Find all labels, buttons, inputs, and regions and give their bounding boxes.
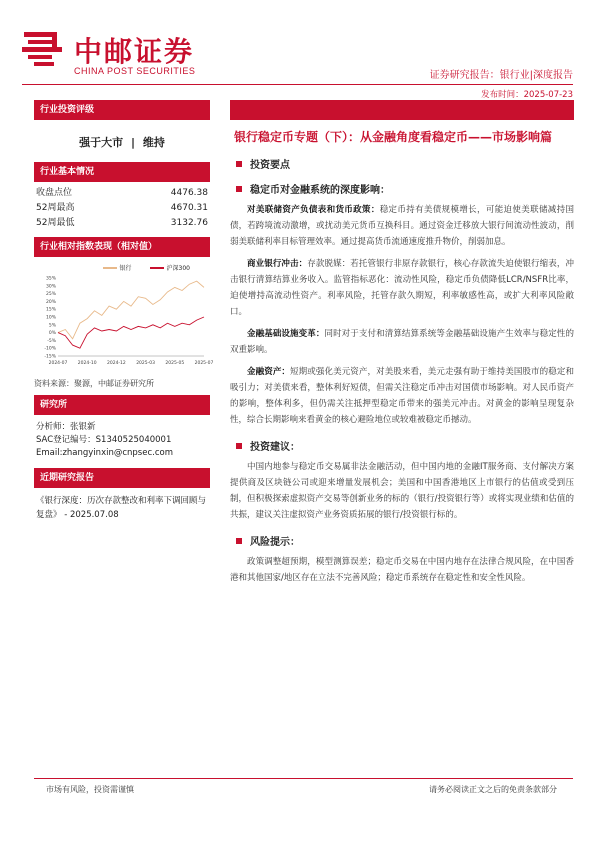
y-tick-label: 0% xyxy=(48,331,56,337)
basics-row xyxy=(34,186,210,201)
x-tick-label: 2025-05 xyxy=(165,361,185,366)
basics-header: 行业基本情况 xyxy=(34,162,210,182)
y-tick-label: 10% xyxy=(45,315,56,321)
y-tick-label: -5% xyxy=(47,338,56,344)
y-tick-label: 25% xyxy=(45,292,56,298)
performance-header: 行业相对指数表现（相对值） xyxy=(34,237,210,257)
legend-item xyxy=(150,263,190,272)
y-tick-label: 5% xyxy=(48,323,56,329)
bullet-icon xyxy=(236,186,242,192)
section-heading xyxy=(230,181,574,196)
legend-label: 银行 xyxy=(119,265,132,272)
paragraph-text: 存款脱媒：若托管银行非原存款银行，核心存款流失迫使银行缩表，冲击银行清算结算业务收入。监管指标恶化：流动性风险，稳定币负债降低LCR/NSFR比率，迫使增持高流动性资产。利率风险，托管存款久期短，利率敏感性高，或扩大利率风险敞口。 xyxy=(230,259,574,317)
title-bar xyxy=(230,100,574,120)
section-heading xyxy=(230,438,574,453)
y-tick-label: 15% xyxy=(45,307,56,313)
basics-row xyxy=(34,201,210,216)
paragraph-lead: 对美联储资产负债表和货币政策： xyxy=(247,205,380,215)
bullet-icon xyxy=(236,538,242,544)
china-post-logo-icon xyxy=(22,28,66,68)
basics-value: 4476.38 xyxy=(170,188,208,198)
rating-separator: | xyxy=(130,136,136,149)
brand-name-en: CHINA POST SECURITIES xyxy=(74,66,196,76)
paragraph-lead: 金融资产： xyxy=(247,367,291,377)
analyst-name: 分析师：张银新 xyxy=(36,422,96,432)
y-tick-label: -10% xyxy=(44,346,56,352)
x-tick-label: 2025-07 xyxy=(194,361,214,366)
x-tick-label: 2025-03 xyxy=(136,361,156,366)
basics-label: 52周最低 xyxy=(36,218,75,228)
main-content xyxy=(230,100,574,586)
series-line xyxy=(58,317,204,348)
section-heading-text: 投资要点 xyxy=(250,160,290,171)
footer-divider xyxy=(34,778,573,779)
rating-action: 维持 xyxy=(142,136,165,149)
paragraph xyxy=(230,202,574,250)
series-line xyxy=(58,281,204,339)
chart-legend xyxy=(34,263,210,272)
paragraph-lead: 商业银行冲击： xyxy=(247,259,308,269)
paragraph-text: 稳定币持有美债规模增长，可能迫使美联储减持国债，若跨境流动激增，或扰动美元货币互换科目。通过资金迁移放大银行间流动性波动，削弱美联储利率目标管理效率。通过提高货币流通速度推升物价，削弱加息。 xyxy=(230,205,574,247)
section-heading-text: 投资建议： xyxy=(250,442,300,453)
legend-item xyxy=(103,263,132,272)
basics-table xyxy=(34,186,210,231)
legend-swatch xyxy=(150,267,164,269)
report-type: 证券研究报告：银行业|深度报告 xyxy=(429,70,573,81)
analyst-email[interactable]: Email:zhangyinxin@cnpsec.com xyxy=(36,448,173,458)
x-tick-label: 2024-12 xyxy=(106,361,126,366)
rating-value: 强于大市 xyxy=(79,136,124,149)
header-divider xyxy=(22,84,573,85)
paragraph xyxy=(230,256,574,320)
legend-swatch xyxy=(103,267,117,269)
paragraph-text: 短期或强化美元资产，对美股来看，美元走强有助于维持美国股市的稳定和吸引力；对美债来看，整体利好短债，但需关注稳定币冲击对国债市场影响。对人民币资产的影响，整体利多，但仍需关注抵押型稳定币带来的强美元冲击。对黄金的影响呈现复杂性，综合长期影响来看黄金的核心避险地位或较难被稳定币撼动。 xyxy=(230,367,574,425)
paragraph xyxy=(230,326,574,358)
research-header: 研究所 xyxy=(34,395,210,415)
analyst-info xyxy=(34,421,210,460)
basics-value: 4670.31 xyxy=(170,203,208,213)
brand-name-cn: 中邮证券 xyxy=(74,35,195,68)
basics-label: 52周最高 xyxy=(36,203,75,213)
rating-header: 行业投资评级 xyxy=(34,100,210,120)
report-title: 银行稳定币专题（下）：从金融角度看稳定币——市场影响篇 xyxy=(234,130,553,144)
section-heading-text: 稳定币对金融系统的深度影响： xyxy=(250,185,390,196)
performance-chart xyxy=(34,274,214,370)
y-tick-label: -15% xyxy=(44,354,56,360)
x-tick-label: 2024-10 xyxy=(77,361,97,366)
paragraph: 政策调整超预期，模型测算误差；稳定币交易在中国内地存在法律合规风险，在中国香港和其他国家/地区存在立法不完善风险；稳定币系统存在稳定性和安全性风险。 xyxy=(230,557,574,583)
y-tick-label: 35% xyxy=(45,276,56,282)
section-heading-text: 风险提示： xyxy=(250,537,300,548)
y-tick-label: 20% xyxy=(45,299,56,305)
basics-label: 收盘点位 xyxy=(36,188,73,198)
bullet-icon xyxy=(236,443,242,449)
y-tick-label: 30% xyxy=(45,284,56,290)
legend-label: 沪深300 xyxy=(166,265,190,272)
recent-report[interactable]: 《银行深度：历次存款整改和利率下调回顾与复盘》 - 2025.07.08 xyxy=(36,496,207,520)
sac-number: SAC登记编号：S1340525040001 xyxy=(36,435,172,445)
basics-row xyxy=(34,216,210,231)
publish-date: 发布时间：2025-07-23 xyxy=(481,90,573,100)
bullet-icon xyxy=(236,161,242,167)
footer-disclaimer: 请务必阅读正文之后的免责条款部分 xyxy=(429,785,557,794)
sidebar xyxy=(34,100,214,522)
footer-risk-note: 市场有风险，投资需谨慎 xyxy=(46,785,134,794)
basics-value: 3132.76 xyxy=(170,218,208,228)
recent-header: 近期研究报告 xyxy=(34,468,210,488)
paragraph xyxy=(230,364,574,428)
paragraph-text: 同时对于支付和清算结算系统等金融基础设施产生效率与稳定性的双重影响。 xyxy=(230,329,574,355)
industry-rating xyxy=(34,134,210,150)
section-heading xyxy=(230,156,574,171)
x-tick-label: 2024-07 xyxy=(48,361,68,366)
paragraph: 中国内地参与稳定币交易属非法金融活动，但中国内地的金融IT服务商、支付解决方案提供商及区块链公司或迎来增量发展机会；美国和中国香港地区上市银行的估值或受到压制，但积极探索虚拟资产交易等创新业务的标的（银行/投资银行等）或将实现业绩和估值的共振，建议关注虚拟资产业务资质拓展的银行/投资银行标的。 xyxy=(230,462,574,520)
section-heading xyxy=(230,533,574,548)
chart-source: 资料来源：聚源，中邮证券研究所 xyxy=(34,379,154,388)
paragraph-lead: 金融基础设施变革： xyxy=(247,329,325,339)
brand-logo xyxy=(22,28,262,76)
